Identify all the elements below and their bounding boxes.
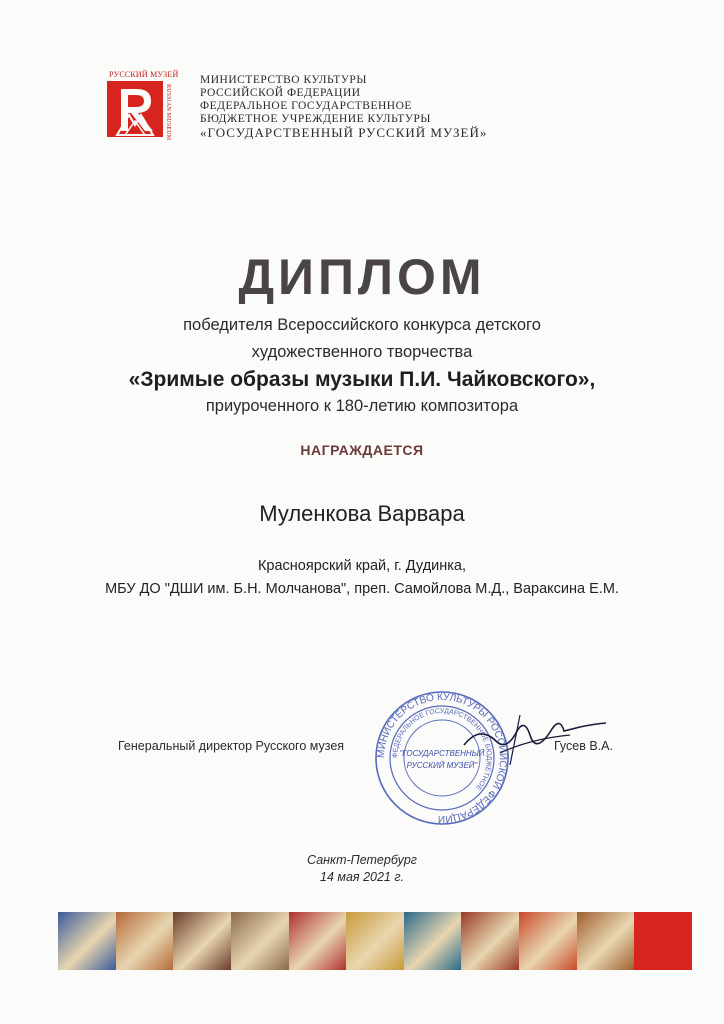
museum-logo-icon [107,81,173,139]
city: Санкт-Петербург [307,853,417,867]
org-line-5: «ГОСУДАРСТВЕННЫЙ РУССКИЙ МУЗЕЙ» [200,125,488,140]
logo-vertical-caption: RUSSIAN MUSEUM [165,84,171,141]
painting-thumbnail [116,912,174,970]
painting-thumbnail [577,912,635,970]
subtitle-line-1: победителя Всероссийского конкурса детского [183,316,541,334]
recipient-school: МБУ ДО "ДШИ им. Б.Н. Молчанова", преп. Самойлова М.Д., Вараксина Е.М. [105,581,619,597]
brand-red-block [634,912,692,970]
award-label: НАГРАЖДАЕТСЯ [300,442,424,458]
director-title: Генеральный директор Русского музея [118,739,345,753]
org-line-1: МИНИСТЕРСТВО КУЛЬТУРЫ [200,74,367,86]
logo-caption: РУССКИЙ МУЗЕЙ [109,70,179,79]
org-line-4: БЮДЖЕТНОЕ УЧРЕЖДЕНИЕ КУЛЬТУРЫ [200,113,431,125]
painting-thumbnail [289,912,347,970]
painting-thumbnail [346,912,404,970]
painting-thumbnail [461,912,519,970]
subtitle-line-3: приуроченного к 180-летию композитора [205,397,519,415]
stamp-center-line-1: "ГОСУДАРСТВЕННЫЙ [399,749,485,758]
recipient-name: Муленкова Варвара [259,501,465,526]
subtitle-line-2: художественного творчества [251,343,473,361]
contest-name: «Зримые образы музыки П.И. Чайковского», [128,368,596,391]
stamp-inner-text: ФЕДЕРАЛЬНОЕ ГОСУДАРСТВЕННОЕ БЮДЖЕТНОЕ [391,707,493,792]
org-line-3: ФЕДЕРАЛЬНОЕ ГОСУДАРСТВЕННОЕ [200,100,412,112]
painting-thumbnail [519,912,577,970]
diploma-title: ДИПЛОМ [238,249,486,305]
painting-strip [58,912,692,970]
director-name: Гусев В.А. [554,739,613,753]
recipient-location: Красноярский край, г. Дудинка, [257,558,467,574]
org-line-2: РОССИЙСКОЙ ФЕДЕРАЦИИ [200,87,361,99]
painting-thumbnail [173,912,231,970]
russian-museum-logo [105,70,183,142]
painting-thumbnail [231,912,289,970]
painting-thumbnail [58,912,116,970]
painting-thumbnail [404,912,462,970]
stamp-center-line-2: РУССКИЙ МУЗЕЙ" [406,761,478,770]
organization-name [200,74,487,139]
stamp-outer-text: МИНИСТЕРСТВО КУЛЬТУРЫ РОССИЙСКОЙ ФЕДЕРАЦИИ [375,691,509,825]
issue-date: 14 мая 2021 г. [320,870,404,884]
